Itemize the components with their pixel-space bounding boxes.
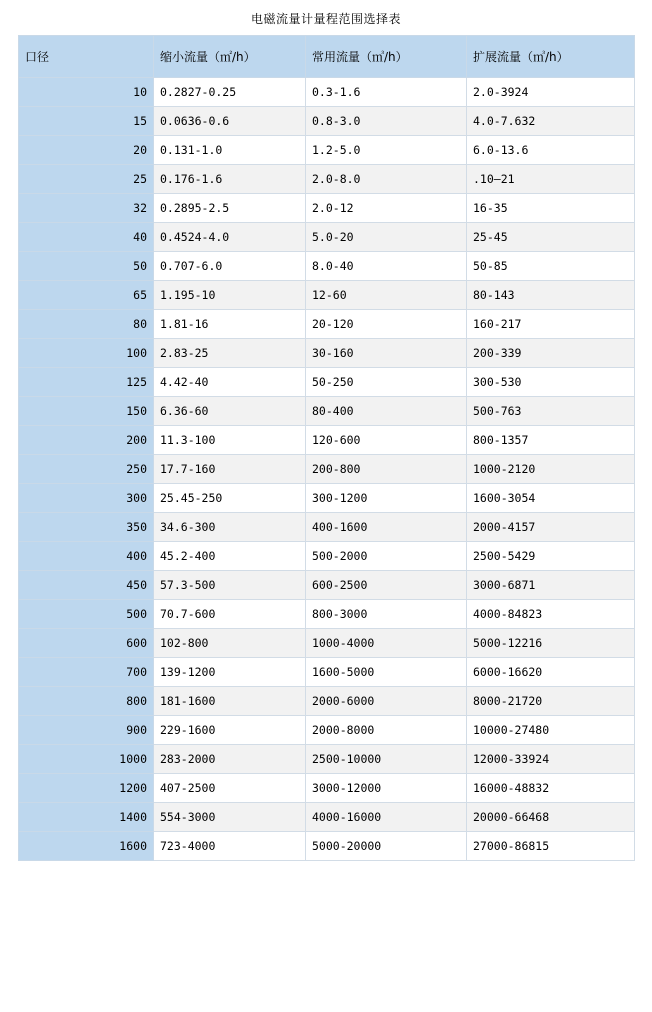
cell-flow-range: 283-2000 (154, 745, 306, 774)
cell-flow-range: 1600-3054 (467, 484, 635, 513)
column-header-normal-flow: 常用流量（㎥/h） (306, 36, 467, 78)
cell-flow-range: 20-120 (306, 310, 467, 339)
cell-diameter: 25 (19, 165, 154, 194)
table-row (19, 252, 635, 281)
cell-diameter: 10 (19, 78, 154, 107)
cell-flow-range: 200-800 (306, 455, 467, 484)
cell-flow-range: 5000-12216 (467, 629, 635, 658)
table-row (19, 136, 635, 165)
cell-flow-range: 2000-4157 (467, 513, 635, 542)
cell-flow-range: 25-45 (467, 223, 635, 252)
cell-flow-range: 1600-5000 (306, 658, 467, 687)
cell-diameter: 200 (19, 426, 154, 455)
cell-flow-range: 500-2000 (306, 542, 467, 571)
cell-flow-range: 139-1200 (154, 658, 306, 687)
cell-flow-range: 4.0-7.632 (467, 107, 635, 136)
table-row (19, 78, 635, 107)
cell-diameter: 65 (19, 281, 154, 310)
cell-diameter: 800 (19, 687, 154, 716)
cell-diameter: 350 (19, 513, 154, 542)
cell-flow-range: 5000-20000 (306, 832, 467, 861)
cell-diameter: 900 (19, 716, 154, 745)
cell-flow-range: 3000-6871 (467, 571, 635, 600)
cell-flow-range: 800-3000 (306, 600, 467, 629)
table-row (19, 658, 635, 687)
cell-flow-range: 11.3-100 (154, 426, 306, 455)
table-row (19, 281, 635, 310)
cell-diameter: 20 (19, 136, 154, 165)
table-header (19, 36, 635, 78)
cell-flow-range: 0.0636-0.6 (154, 107, 306, 136)
cell-flow-range: 20000-66468 (467, 803, 635, 832)
table-row (19, 426, 635, 455)
cell-flow-range: 2.0-3924 (467, 78, 635, 107)
cell-flow-range: 34.6-300 (154, 513, 306, 542)
cell-flow-range: 57.3-500 (154, 571, 306, 600)
cell-flow-range: 160-217 (467, 310, 635, 339)
cell-flow-range: 8.0-40 (306, 252, 467, 281)
cell-flow-range: 2500-5429 (467, 542, 635, 571)
cell-flow-range: 45.2-400 (154, 542, 306, 571)
cell-flow-range: 120-600 (306, 426, 467, 455)
cell-flow-range: 50-250 (306, 368, 467, 397)
table-row (19, 107, 635, 136)
cell-flow-range: 5.0-20 (306, 223, 467, 252)
cell-flow-range: 16-35 (467, 194, 635, 223)
cell-flow-range: 4.42-40 (154, 368, 306, 397)
cell-diameter: 1400 (19, 803, 154, 832)
cell-flow-range: 0.4524-4.0 (154, 223, 306, 252)
cell-flow-range: 554-3000 (154, 803, 306, 832)
table-row (19, 368, 635, 397)
cell-flow-range: 25.45-250 (154, 484, 306, 513)
cell-diameter: 32 (19, 194, 154, 223)
table-header-row (19, 36, 635, 78)
cell-flow-range: 17.7-160 (154, 455, 306, 484)
table-row (19, 629, 635, 658)
cell-flow-range: 12-60 (306, 281, 467, 310)
cell-flow-range: 1000-2120 (467, 455, 635, 484)
cell-diameter: 80 (19, 310, 154, 339)
cell-diameter: 450 (19, 571, 154, 600)
cell-flow-range: 4000-16000 (306, 803, 467, 832)
cell-flow-range: 2.83-25 (154, 339, 306, 368)
cell-flow-range: 1.195-10 (154, 281, 306, 310)
cell-flow-range: 800-1357 (467, 426, 635, 455)
cell-flow-range: 229-1600 (154, 716, 306, 745)
cell-flow-range: 1.81-16 (154, 310, 306, 339)
cell-diameter: 150 (19, 397, 154, 426)
table-row (19, 397, 635, 426)
cell-flow-range: 102-800 (154, 629, 306, 658)
cell-flow-range: 30-160 (306, 339, 467, 368)
cell-flow-range: 0.707-6.0 (154, 252, 306, 281)
cell-flow-range: 181-1600 (154, 687, 306, 716)
column-header-diameter: 口径 (19, 36, 154, 78)
table-row (19, 223, 635, 252)
table-row (19, 310, 635, 339)
column-header-reduced-flow: 缩小流量（㎡/h） (154, 36, 306, 78)
cell-flow-range: 12000-33924 (467, 745, 635, 774)
cell-diameter: 700 (19, 658, 154, 687)
cell-flow-range: 1000-4000 (306, 629, 467, 658)
table-row (19, 455, 635, 484)
table-row (19, 745, 635, 774)
cell-flow-range: 80-400 (306, 397, 467, 426)
cell-diameter: 300 (19, 484, 154, 513)
table-row (19, 513, 635, 542)
cell-diameter: 1000 (19, 745, 154, 774)
cell-flow-range: 50-85 (467, 252, 635, 281)
cell-flow-range: 0.3-1.6 (306, 78, 467, 107)
cell-flow-range: 6000-16620 (467, 658, 635, 687)
cell-flow-range: 80-143 (467, 281, 635, 310)
table-row (19, 542, 635, 571)
table-body (19, 78, 635, 861)
cell-diameter: 1600 (19, 832, 154, 861)
table-row (19, 832, 635, 861)
table-row (19, 194, 635, 223)
cell-flow-range: 200-339 (467, 339, 635, 368)
cell-flow-range: 3000-12000 (306, 774, 467, 803)
cell-flow-range: 6.36-60 (154, 397, 306, 426)
column-header-extended-flow: 扩展流量（㎥/h） (467, 36, 635, 78)
cell-flow-range: 2000-6000 (306, 687, 467, 716)
table-row (19, 687, 635, 716)
cell-flow-range: 70.7-600 (154, 600, 306, 629)
cell-diameter: 1200 (19, 774, 154, 803)
cell-diameter: 500 (19, 600, 154, 629)
cell-flow-range: 16000-48832 (467, 774, 635, 803)
cell-flow-range: 407-2500 (154, 774, 306, 803)
cell-flow-range: 500-763 (467, 397, 635, 426)
cell-flow-range: 0.8-3.0 (306, 107, 467, 136)
table-row (19, 716, 635, 745)
cell-flow-range: 600-2500 (306, 571, 467, 600)
cell-flow-range: .10—21 (467, 165, 635, 194)
page-title: 电磁流量计量程范围选择表 (250, 12, 401, 26)
table-row (19, 803, 635, 832)
table-container (0, 35, 652, 861)
cell-flow-range: 300-530 (467, 368, 635, 397)
cell-flow-range: 1.2-5.0 (306, 136, 467, 165)
table-row (19, 339, 635, 368)
cell-flow-range: 2.0-8.0 (306, 165, 467, 194)
cell-flow-range: 400-1600 (306, 513, 467, 542)
cell-flow-range: 27000-86815 (467, 832, 635, 861)
cell-flow-range: 6.0-13.6 (467, 136, 635, 165)
cell-diameter: 125 (19, 368, 154, 397)
cell-diameter: 15 (19, 107, 154, 136)
cell-flow-range: 4000-84823 (467, 600, 635, 629)
flow-range-table (18, 35, 635, 861)
cell-diameter: 40 (19, 223, 154, 252)
table-row (19, 165, 635, 194)
cell-flow-range: 723-4000 (154, 832, 306, 861)
cell-diameter: 50 (19, 252, 154, 281)
cell-flow-range: 0.2827-0.25 (154, 78, 306, 107)
cell-flow-range: 0.176-1.6 (154, 165, 306, 194)
cell-flow-range: 300-1200 (306, 484, 467, 513)
cell-flow-range: 10000-27480 (467, 716, 635, 745)
cell-flow-range: 2500-10000 (306, 745, 467, 774)
table-row (19, 484, 635, 513)
cell-flow-range: 0.2895-2.5 (154, 194, 306, 223)
cell-flow-range: 2.0-12 (306, 194, 467, 223)
table-row (19, 774, 635, 803)
table-row (19, 571, 635, 600)
cell-diameter: 600 (19, 629, 154, 658)
cell-flow-range: 2000-8000 (306, 716, 467, 745)
cell-flow-range: 0.131-1.0 (154, 136, 306, 165)
table-row (19, 600, 635, 629)
cell-diameter: 250 (19, 455, 154, 484)
cell-diameter: 100 (19, 339, 154, 368)
cell-flow-range: 8000-21720 (467, 687, 635, 716)
cell-diameter: 400 (19, 542, 154, 571)
